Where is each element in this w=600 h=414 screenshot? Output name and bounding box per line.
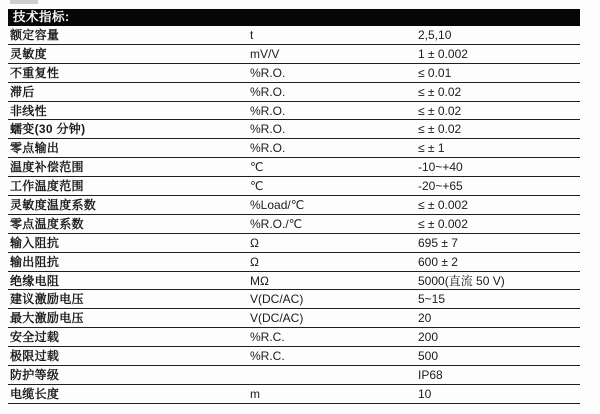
spec-unit: %Load/℃ (250, 197, 305, 212)
spec-unit: %R.O. (250, 122, 286, 137)
scan-artifact (10, 0, 38, 4)
spec-value: ≤ ± 0.002 (418, 216, 468, 231)
spec-label: 输入阻抗 (10, 235, 60, 250)
spec-unit: %R.O. (250, 65, 286, 80)
spec-unit: Ω (250, 254, 259, 269)
spec-label: 不重复性 (10, 65, 60, 80)
spec-unit: %R.O. (250, 103, 286, 118)
spec-table (8, 26, 580, 404)
spec-unit: MΩ (250, 273, 269, 288)
spec-label: 建议激励电压 (10, 292, 84, 307)
spec-label: 电缆长度 (10, 386, 60, 401)
spec-row (8, 347, 580, 366)
spec-label: 额定容量 (10, 27, 60, 42)
spec-row (8, 215, 580, 234)
spec-value: 695 ± 7 (418, 235, 458, 250)
spec-unit: Ω (250, 235, 259, 250)
section-title: 技术指标: (13, 10, 70, 25)
spec-unit: m (250, 386, 260, 401)
spec-value: ≤ 0.01 (418, 65, 452, 80)
spec-value: IP68 (418, 367, 443, 382)
spec-unit: ℃ (250, 179, 264, 194)
spec-row (8, 177, 580, 196)
spec-row (8, 102, 580, 121)
spec-row (8, 158, 580, 177)
spec-row (8, 366, 580, 385)
spec-value: ≤ ± 0.02 (418, 122, 462, 137)
spec-value: ≤ ± 1 (418, 141, 445, 156)
spec-row (8, 139, 580, 158)
spec-unit: %R.C. (250, 349, 285, 364)
spec-label: 零点输出 (10, 141, 60, 156)
spec-value: 600 ± 2 (418, 254, 458, 269)
section-header-bar (8, 9, 580, 26)
spec-label: 蠕变(30 分钟) (10, 122, 86, 137)
spec-label: 极限过载 (10, 349, 60, 364)
spec-label: 绝缘电阻 (10, 273, 60, 288)
spec-value: 200 (418, 330, 439, 345)
spec-unit: mV/V (250, 46, 280, 61)
spec-label: 灵敏度 (10, 46, 47, 61)
spec-row (8, 309, 580, 328)
spec-row (8, 45, 580, 64)
spec-label: 最大激励电压 (10, 311, 84, 326)
spec-label: 输出阻抗 (10, 254, 60, 269)
spec-value: -10~+40 (418, 160, 463, 175)
spec-unit: V(DC/AC) (250, 311, 304, 326)
spec-row (8, 64, 580, 83)
spec-value: 2,5,10 (418, 27, 452, 42)
spec-unit: %R.C. (250, 330, 285, 345)
spec-unit: %R.O./℃ (250, 216, 303, 231)
spec-label: 灵敏度温度系数 (10, 197, 97, 212)
spec-unit: V(DC/AC) (250, 292, 304, 307)
spec-label: 安全过载 (10, 330, 60, 345)
spec-row (8, 120, 580, 139)
spec-row (8, 253, 580, 272)
spec-value: 20 (418, 311, 432, 326)
spec-row (8, 385, 580, 404)
spec-value: 5000(直流 50 V) (418, 273, 505, 288)
spec-label: 工作温度范围 (10, 179, 84, 194)
spec-value: 10 (418, 386, 432, 401)
spec-unit: t (250, 27, 254, 42)
spec-row (8, 272, 580, 291)
spec-row (8, 290, 580, 309)
spec-row (8, 83, 580, 102)
spec-unit: ℃ (250, 160, 264, 175)
spec-value: 500 (418, 349, 439, 364)
spec-label: 零点温度系数 (10, 216, 84, 231)
spec-label: 温度补偿范围 (10, 160, 84, 175)
spec-value: -20~+65 (418, 179, 463, 194)
spec-label: 滞后 (10, 84, 35, 99)
spec-unit: %R.O. (250, 141, 286, 156)
spec-value: ≤ ± 0.02 (418, 103, 462, 118)
spec-value: ≤ ± 0.02 (418, 84, 462, 99)
spec-row (8, 196, 580, 215)
spec-value: 1 ± 0.002 (418, 46, 468, 61)
spec-label: 非线性 (10, 103, 47, 118)
spec-row (8, 328, 580, 347)
spec-row (8, 26, 580, 45)
spec-unit: %R.O. (250, 84, 286, 99)
spec-label: 防护等级 (10, 367, 60, 382)
spec-value: ≤ ± 0.002 (418, 197, 468, 212)
spec-value: 5~15 (418, 292, 446, 307)
spec-row (8, 234, 580, 253)
